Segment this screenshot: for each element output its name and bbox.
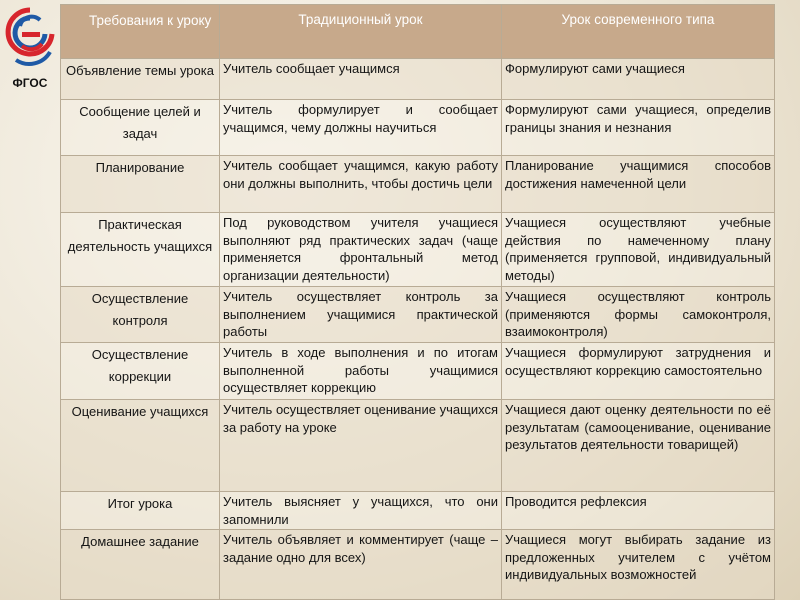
cell-traditional: Учитель объявляет и комментирует (чаще – задание одно для всех) — [220, 530, 502, 600]
cell-requirement: Осуществление коррекции — [61, 343, 220, 400]
cell-modern: Планирование учащимися способов достижения намеченной цели — [502, 156, 775, 213]
table-row — [61, 343, 775, 400]
cell-traditional: Под руководством учителя учащиеся выполняют ряд практических задач (чаще применяется фронтальный метод организации деятельности) — [220, 213, 502, 287]
table-row — [61, 492, 775, 530]
table-row — [61, 213, 775, 287]
table-row — [61, 156, 775, 213]
cell-modern: Учащиеся формулируют затруднения и осуществляют коррекцию самостоятельно — [502, 343, 775, 400]
cell-requirement: Планирование — [61, 156, 220, 213]
cell-traditional: Учитель осуществляет оценивание учащихся за работу на уроке — [220, 400, 502, 492]
header-traditional: Традиционный урок — [220, 5, 502, 59]
cell-modern: Учащиеся дают оценку деятельности по её результатам (самооценивание, оценивание результатов деятельности товарищей) — [502, 400, 775, 492]
fgos-emblem-icon — [2, 4, 58, 76]
cell-requirement: Сообщение целей и задач — [61, 100, 220, 156]
table-header-row — [61, 5, 775, 59]
cell-modern: Проводится рефлексия — [502, 492, 775, 530]
table-row — [61, 100, 775, 156]
cell-traditional: Учитель сообщает учащимся — [220, 59, 502, 100]
cell-traditional: Учитель в ходе выполнения и по итогам выполненной работы учащимися осуществляет коррекцию — [220, 343, 502, 400]
table-row — [61, 287, 775, 343]
header-requirements: Требования к уроку — [61, 5, 220, 59]
cell-requirement: Осуществление контроля — [61, 287, 220, 343]
cell-traditional: Учитель выясняет у учащихся, что они запомнили — [220, 492, 502, 530]
fgos-label: ФГОС — [12, 76, 48, 90]
cell-modern: Формулируют сами учащиеся — [502, 59, 775, 100]
table-row — [61, 400, 775, 492]
cell-requirement: Объявление темы урока — [61, 59, 220, 100]
table-row — [61, 530, 775, 600]
header-modern: Урок современного типа — [502, 5, 775, 59]
table-row — [61, 59, 775, 100]
cell-requirement: Оценивание учащихся — [61, 400, 220, 492]
fgos-logo — [2, 4, 58, 94]
cell-modern: Учащиеся могут выбирать задание из предложенных учителем с учётом индивидуальных возможностей — [502, 530, 775, 600]
cell-modern: Формулируют сами учащиеся, определив границы знания и незнания — [502, 100, 775, 156]
cell-traditional: Учитель осуществляет контроль за выполнением учащимися практической работы — [220, 287, 502, 343]
cell-requirement: Домашнее задание — [61, 530, 220, 600]
cell-traditional: Учитель сообщает учащимся, какую работу они должны выполнить, чтобы достичь цели — [220, 156, 502, 213]
cell-modern: Учащиеся осуществляют учебные действия по намеченному плану (применяется групповой, индивидуальный методы) — [502, 213, 775, 287]
cell-requirement: Практическая деятельность учащихся — [61, 213, 220, 287]
cell-requirement: Итог урока — [61, 492, 220, 530]
cell-traditional: Учитель формулирует и сообщает учащимся, чему должны научиться — [220, 100, 502, 156]
comparison-table — [60, 4, 775, 600]
cell-modern: Учащиеся осуществляют контроль (применяются формы самоконтроля, взаимоконтроля) — [502, 287, 775, 343]
